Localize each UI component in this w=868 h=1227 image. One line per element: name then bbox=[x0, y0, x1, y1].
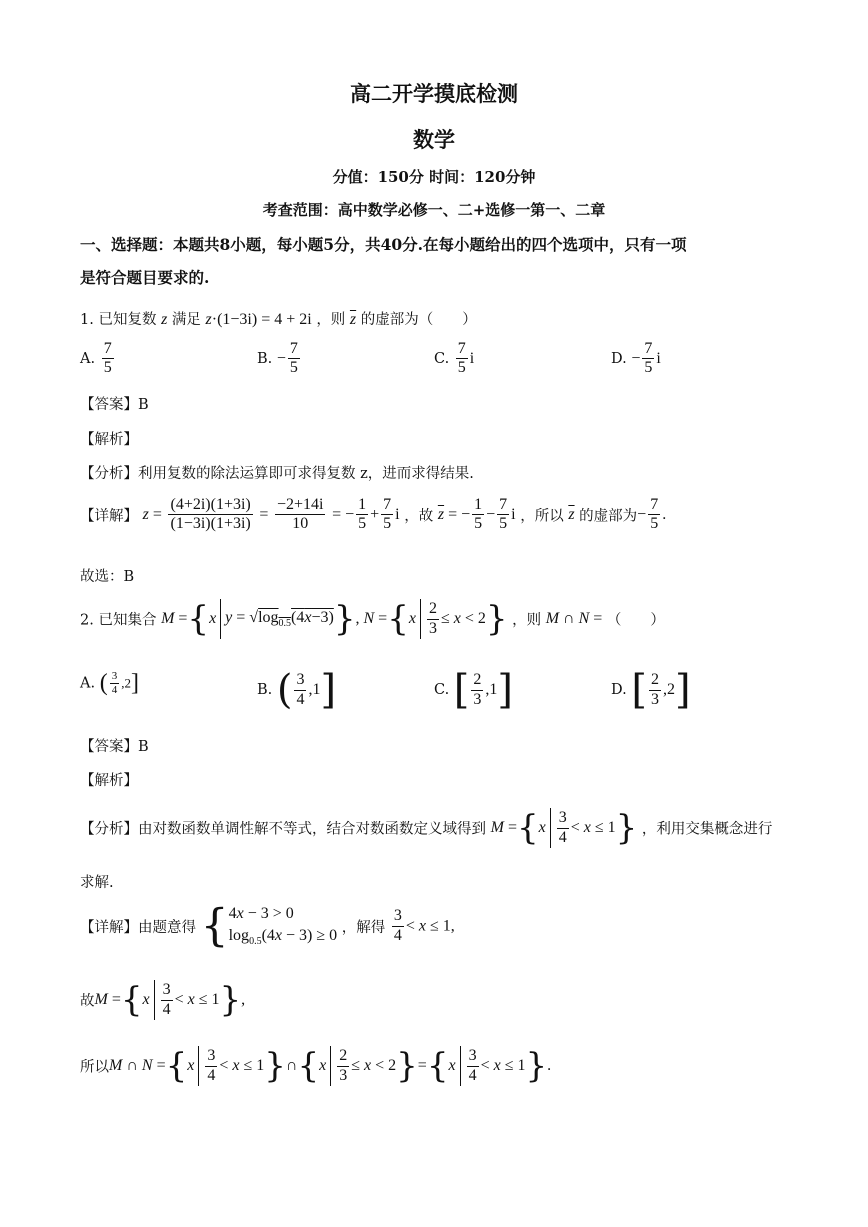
q2-gu: 故 bbox=[80, 993, 95, 1010]
section-heading-line1: 一、选择题：本题共8小题，每小题5分，共40分.在每小题给出的四个选项中，只有一项 bbox=[80, 235, 687, 254]
q2-option-b-rbracket: ] bbox=[320, 667, 337, 713]
q2-fenxi-cond: < x ≤ 1 bbox=[570, 819, 616, 836]
q2-option-c bbox=[434, 667, 514, 713]
q2-s2-x: x bbox=[319, 1057, 327, 1074]
q1-eq-frac2: $\frac{-2+14i}{10}$ bbox=[276, 496, 324, 533]
q2-option-d-end: ,2 bbox=[662, 681, 675, 698]
q2-gu-x: x bbox=[142, 991, 150, 1008]
q2-gu-m: M = bbox=[94, 991, 121, 1008]
q2-system-row1: 4x − 3 > 0 bbox=[228, 905, 294, 922]
q2-fenxi-m: M = bbox=[490, 819, 517, 836]
q1-eq-eq1: = bbox=[259, 505, 269, 523]
q2-gu-cond: < x ≤ 1 bbox=[174, 991, 220, 1008]
q1-eq-frac3: $\frac{1}{5}$ bbox=[358, 496, 367, 533]
q2-s2-frac: $\frac{2}{3}$ bbox=[339, 1047, 348, 1084]
q2-stem-prefix: 2. 已知集合 bbox=[80, 612, 157, 629]
q2-fenxi-b: ，利用交集概念进行 bbox=[641, 821, 773, 838]
q1-zbar2: $\overline{z}$ bbox=[568, 505, 575, 523]
q2-option-b-lparen: ( bbox=[276, 667, 293, 713]
q2-set-n-frac: $\frac{2}{3}$ bbox=[428, 600, 437, 637]
q1-option-d-sign: − bbox=[631, 349, 641, 367]
q2-option-c-end: ,1 bbox=[485, 681, 498, 698]
q1-option-d-label: D. bbox=[611, 350, 627, 367]
q2-set-m-bar bbox=[220, 599, 221, 639]
q2-gu-lbrace: { bbox=[120, 980, 143, 1020]
q2-set-n-cond: ≤ x < 2 bbox=[440, 610, 486, 627]
q2-gu-frac: $\frac{3}{4}$ bbox=[162, 981, 171, 1018]
q2-s1-bar bbox=[198, 1046, 199, 1086]
q2-eq: = bbox=[417, 1057, 427, 1074]
q2-option-c-rbracket: ] bbox=[497, 667, 514, 713]
q2-system-row2: $\log_{0.5}(4x - 3) \ge 0$ bbox=[228, 927, 338, 948]
q1-zbar-eq: $\overline{z}$ = − bbox=[437, 505, 471, 523]
q2-answer: 【答案】B bbox=[80, 739, 149, 755]
q2-option-c-lbracket: [ bbox=[453, 667, 470, 713]
q2-option-a-lparen: ( bbox=[99, 670, 108, 696]
q2-option-a-end: ,2 bbox=[121, 675, 131, 691]
score-time: 分值：150分 时间：120分钟 bbox=[332, 168, 536, 186]
q2-option-a-frac: $\frac{3}{4}$ bbox=[111, 670, 118, 696]
q2-option-b bbox=[257, 667, 337, 713]
q1-guxuan: 故选：B bbox=[80, 569, 135, 585]
q2-fenxi-lbrace: { bbox=[516, 808, 539, 848]
q2-cap: ∩ bbox=[285, 1057, 298, 1074]
q1-option-c-i: i bbox=[469, 349, 475, 367]
q2-intersection: M ∩ N = bbox=[545, 610, 603, 627]
q1-stem-suffix: ，则 bbox=[316, 312, 346, 328]
q2-gu-rbrace: } bbox=[219, 980, 242, 1020]
q2-fenxi-a: 【分析】由对数函数单调性解不等式，结合对数函数定义域得到 bbox=[80, 821, 486, 838]
q2-system bbox=[229, 903, 338, 950]
q1-result-sign: − bbox=[637, 505, 647, 523]
q2-set-n: , N = bbox=[355, 610, 388, 627]
q2-fenxi bbox=[80, 808, 772, 848]
q2-option-c-label: C. bbox=[434, 682, 450, 698]
q2-set-m-lbrace: { bbox=[187, 599, 210, 639]
q1-eq-i1: i bbox=[395, 505, 400, 523]
q1-option-a-label: A. bbox=[80, 350, 96, 367]
exam-scope: 考查范围：高中数学必修一、二+选修一第一、二章 bbox=[262, 201, 606, 219]
q1-xubu: 的虚部为 bbox=[579, 508, 638, 525]
q1-jiexi: 【解析】 bbox=[80, 432, 138, 448]
q2-stem-ze: ，则 bbox=[512, 612, 542, 629]
q1-var-zbar: $\overline{z}$ bbox=[349, 311, 357, 328]
q2-suoyi-mn: M ∩ N = bbox=[109, 1057, 166, 1074]
q2-set-n-bar bbox=[420, 599, 421, 639]
section-heading-line2: 是符合题目要求的. bbox=[80, 268, 210, 287]
q2-s1-lbrace: { bbox=[165, 1046, 188, 1086]
q2-set-m-cond: $y = √\log_{0.5}(4x-3)$ bbox=[225, 608, 334, 630]
q1-eq-frac5: $\frac{1}{5}$ bbox=[474, 496, 483, 533]
q2-suoyi-line bbox=[80, 1046, 551, 1086]
q1-result-frac: $\frac{7}{5}$ bbox=[650, 496, 659, 533]
q2-set-n-lbrace: { bbox=[387, 599, 409, 639]
q2-system-brace: { bbox=[200, 900, 229, 952]
doc-title: 高二开学摸底检测 bbox=[350, 81, 518, 106]
q1-gu: ，故 bbox=[404, 508, 434, 525]
q1-option-d-value: $\frac{7}{5}$ bbox=[644, 340, 653, 377]
q1-eq-lhs: z = bbox=[142, 505, 162, 523]
q1-option-a bbox=[80, 340, 116, 378]
q2-s2-bar bbox=[330, 1046, 331, 1086]
q1-eq-plus: + bbox=[370, 505, 380, 523]
q2-option-a-rbracket: ] bbox=[130, 670, 139, 696]
q1-stem-end: 的虚部为（ ） bbox=[360, 312, 477, 328]
q1-eq-eq2: = − bbox=[332, 505, 355, 523]
q2-fenxi-cont: 求解. bbox=[80, 875, 114, 891]
q2-s1-frac: $\frac{3}{4}$ bbox=[207, 1047, 216, 1084]
q2-xiangjie bbox=[80, 900, 455, 952]
q1-answer: 【答案】B bbox=[80, 397, 149, 413]
q2-xiangjie-frac: $\frac{3}{4}$ bbox=[393, 907, 402, 944]
q2-s3-x: x bbox=[448, 1057, 456, 1074]
q2-set-n-rbrace: } bbox=[485, 599, 508, 639]
q1-option-c bbox=[434, 340, 474, 378]
q2-fenxi-x: x bbox=[538, 819, 546, 836]
q2-xiangjie-a: 【详解】由题意得 bbox=[80, 919, 196, 936]
q2-xiangjie-cond: < x ≤ 1, bbox=[405, 917, 455, 935]
q1-stem bbox=[80, 308, 477, 329]
q1-option-a-value: $\frac{7}{5}$ bbox=[103, 340, 112, 377]
q2-option-a-label: A. bbox=[80, 675, 96, 692]
q2-suoyi: 所以 bbox=[80, 1059, 109, 1076]
q2-s3-frac: $\frac{3}{4}$ bbox=[468, 1047, 477, 1084]
q1-stem-mid: 满足 bbox=[171, 312, 201, 328]
q2-period: . bbox=[547, 1057, 552, 1074]
q1-option-c-label: C. bbox=[434, 350, 450, 367]
q2-gu-bar bbox=[154, 980, 155, 1020]
q1-option-b-sign: − bbox=[276, 349, 286, 367]
q1-condition: z·(1−3i) = 4 + 2i bbox=[205, 311, 312, 328]
q2-s1-rbrace: } bbox=[264, 1046, 286, 1086]
q1-stem-prefix: 1. 已知复数 bbox=[80, 312, 157, 328]
q2-fenxi-frac: $\frac{3}{4}$ bbox=[558, 809, 567, 846]
q2-set-m-rbrace: } bbox=[333, 599, 356, 639]
q2-option-b-end: ,1 bbox=[308, 681, 321, 698]
q2-set-m-x: x bbox=[209, 610, 217, 627]
q1-option-b-label: B. bbox=[257, 350, 273, 367]
q1-option-d-i: i bbox=[656, 349, 661, 367]
q2-gu-comma: , bbox=[241, 991, 246, 1008]
q2-s2-cond: ≤ x < 2 bbox=[351, 1057, 397, 1074]
q1-xiangjie bbox=[80, 496, 666, 534]
q2-jiexi: 【解析】 bbox=[80, 773, 138, 789]
q1-suoyi: ，所以 bbox=[520, 508, 564, 525]
q2-option-d-label: D. bbox=[611, 682, 627, 698]
q1-var-z: z bbox=[161, 311, 168, 328]
q2-option-b-label: B. bbox=[257, 682, 273, 698]
q2-gu-line bbox=[80, 980, 245, 1020]
q2-s2-rbrace: } bbox=[396, 1046, 418, 1086]
q1-eq-frac1: $\frac{(4+2i)(1+3i)}{(1-3i)(1+3i)}$ bbox=[170, 496, 251, 533]
q1-xiangjie-label: 【详解】 bbox=[80, 508, 138, 525]
q2-s3-cond: < x ≤ 1 bbox=[480, 1057, 526, 1074]
q2-option-d-rbracket: ] bbox=[674, 667, 691, 713]
q2-stem-end: （ ） bbox=[606, 612, 665, 629]
q1-result-period: . bbox=[662, 505, 667, 523]
q1-option-d bbox=[611, 340, 661, 378]
subject-title: 数学 bbox=[413, 127, 455, 152]
q2-option-d bbox=[611, 667, 691, 713]
q2-fenxi-bar bbox=[550, 808, 551, 848]
q2-xiangjie-b: ，解得 bbox=[341, 919, 386, 936]
q2-set-m: M = bbox=[161, 610, 188, 627]
q2-option-c-frac: $\frac{2}{3}$ bbox=[473, 671, 482, 708]
q1-eq-i2: i bbox=[511, 505, 516, 523]
q1-eq-frac4: $\frac{7}{5}$ bbox=[383, 496, 392, 533]
q2-s3-lbrace: { bbox=[426, 1046, 449, 1086]
q2-s1-x: x bbox=[187, 1057, 195, 1074]
q2-option-b-frac: $\frac{3}{4}$ bbox=[296, 671, 305, 708]
q1-eq-minus: − bbox=[486, 505, 496, 523]
q1-fenxi: 【分析】利用复数的除法运算即可求得复数 z，进而求得结果. bbox=[80, 466, 474, 482]
q2-option-d-lbracket: [ bbox=[631, 667, 647, 713]
q2-set-n-x: x bbox=[408, 610, 416, 627]
q1-eq-frac6: $\frac{7}{5}$ bbox=[499, 496, 508, 533]
q2-option-a bbox=[80, 670, 139, 697]
q2-fenxi-rbrace: } bbox=[615, 808, 638, 848]
q2-s3-rbrace: } bbox=[525, 1046, 548, 1086]
q2-s3-bar bbox=[460, 1046, 461, 1086]
q2-option-d-frac: $\frac{2}{3}$ bbox=[650, 671, 659, 708]
q2-stem bbox=[80, 599, 665, 639]
q1-option-c-value: $\frac{7}{5}$ bbox=[457, 340, 466, 377]
q1-option-b-value: $\frac{7}{5}$ bbox=[289, 340, 298, 377]
q1-option-b bbox=[257, 340, 302, 378]
q2-s1-cond: < x ≤ 1 bbox=[219, 1057, 265, 1074]
q2-s2-lbrace: { bbox=[297, 1046, 320, 1086]
